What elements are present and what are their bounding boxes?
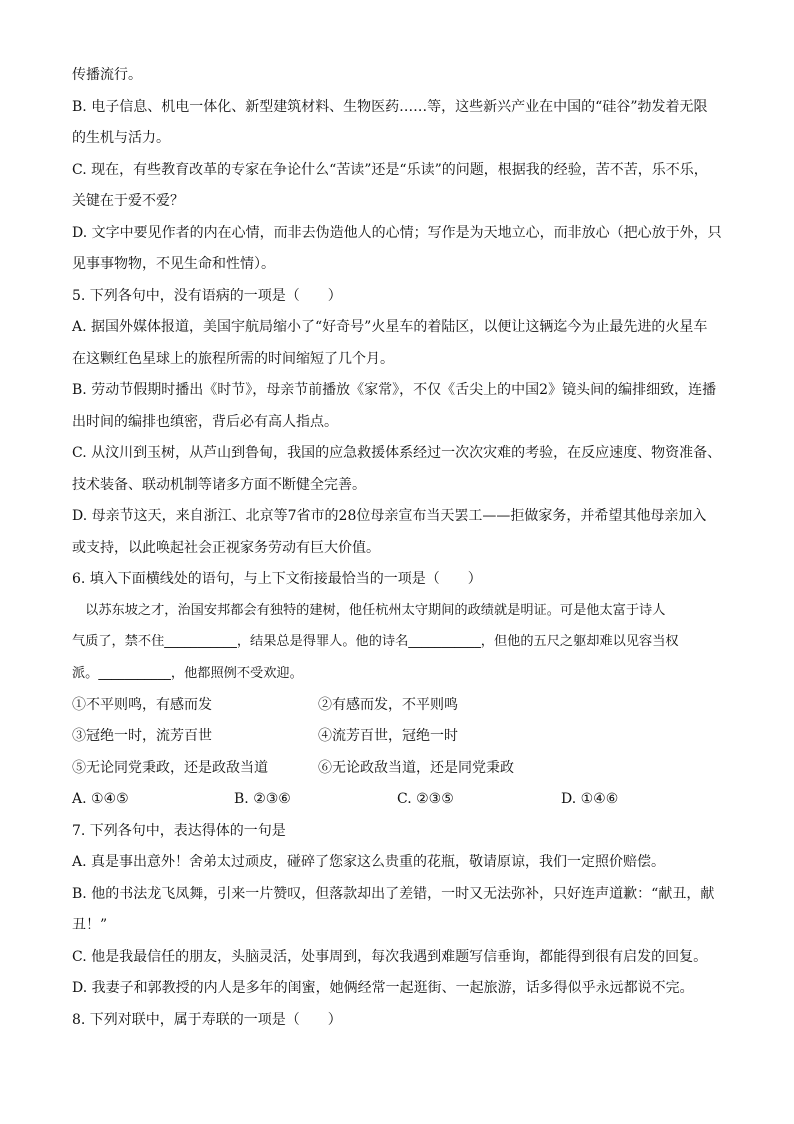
- q4-option-c-line2: 关键在于爱不爱？: [72, 193, 184, 209]
- q5-option-c-line2: 技术装备、联动机制等诸多方面不断健全完善。: [72, 477, 366, 493]
- q7-option-a: A. 真是事出意外！舍弟太过顽皮，碰碎了您家这么贵重的花瓶，敬请原谅，我们一定照价赔偿。: [72, 854, 666, 870]
- q5-option-c-line1: C. 从汶川到玉树，从芦山到鲁甸，我国的应急救援体系经过一次次灾难的考验，在反应速度、物资准备、: [72, 445, 722, 461]
- q6-passage-line2: 气质了，禁不住___________，结果总是得罪人。他的诗名___________，但他的五尺之躯却难以见容当权: [72, 634, 679, 649]
- q5-option-a-line1: A. 据国外媒体报道，美国宇航局缩小了“好奇号”火星车的着陆区，以便让这辆迄今为止最先进的火星车: [72, 319, 708, 335]
- q7-stem: 7. 下列各句中，表达得体的一句是: [72, 823, 286, 839]
- q5-option-a-line2: 在这颗红色星球上的旅程所需的时间缩短了几个月。: [72, 351, 394, 367]
- q6-choice-c: C. ②③⑤: [397, 791, 454, 807]
- q6-choice-a: A. ①④⑤: [72, 791, 129, 807]
- q5-option-d-line2: 或支持，以此唤起社会正视家务劳动有巨大价值。: [72, 540, 380, 556]
- q6-phrase-3: ③冠绝一时，流芳百世: [72, 728, 212, 744]
- q6-passage-line3: 派。___________，他都照例不受欢迎。: [72, 666, 303, 681]
- q6-choice-b: B. ②③⑥: [234, 791, 291, 807]
- q4-option-c-line1: C. 现在，有些教育改革的专家在争论什么“苦读”还是“乐读”的问题，根据我的经验，苦不苦，乐不乐，: [72, 162, 708, 178]
- q6-phrase-6: ⑥无论政敌当道，还是同党秉政: [318, 760, 514, 776]
- q6-choice-d: D. ①④⑥: [561, 791, 619, 807]
- q5-option-b-line1: B. 劳动节假期时播出《时节》，母亲节前播放《家常》，不仅《舌尖上的中国2》镜头间的编排细致，连播: [72, 382, 717, 398]
- q4-option-b-line2: 的生机与活力。: [72, 130, 170, 146]
- q4-option-d-line2: 见事事物物，不见生命和性情）。: [72, 256, 275, 272]
- q5-option-d-line1: D. 母亲节这天，来自浙江、北京等7省市的28位母亲宣布当天罢工——拒做家务，并希望其他母亲加入: [72, 508, 707, 524]
- q7-option-d: D. 我妻子和郭教授的内人是多年的闺蜜，她俩经常一起逛街、一起旅游，话多得似乎永远都说不完。: [72, 980, 694, 996]
- q6-stem: 6. 填入下面横线处的语句，与上下文衔接最恰当的一项是（ ）: [72, 571, 482, 587]
- q6-phrase-1: ①不平则鸣，有感而发: [72, 697, 212, 713]
- q7-option-c: C. 他是我最信任的朋友，头脑灵活，处事周到，每次我遇到难题写信垂询，都能得到很有启发的回复。: [72, 949, 708, 965]
- q4-option-b-line1: B. 电子信息、机电一体化、新型建筑材料、生物医药……等，这些新兴产业在中国的“硅谷”勃发着无限: [72, 99, 708, 115]
- q4-option-d-line1: D. 文字中要见作者的内在心情，而非去伪造他人的心情；写作是为天地立心，而非放心（把心放于外，只: [72, 225, 722, 241]
- q6-phrase-4: ④流芳百世，冠绝一时: [318, 728, 458, 744]
- q7-option-b-line2: 丑！”: [72, 917, 108, 933]
- q5-stem: 5. 下列各句中，没有语病的一项是（ ）: [72, 288, 342, 304]
- text-line: 传播流行。: [72, 67, 142, 83]
- q6-phrase-2: ②有感而发，不平则鸣: [318, 697, 458, 713]
- q8-stem: 8. 下列对联中，属于寿联的一项是（ ）: [72, 1012, 342, 1028]
- q6-phrase-5: ⑤无论同党秉政，还是政敌当道: [72, 760, 268, 776]
- q7-option-b-line1: B. 他的书法龙飞凤舞，引来一片赞叹，但落款却出了差错，一时又无法弥补，只好连声道歉：“献丑，献: [72, 886, 715, 902]
- q5-option-b-line2: 出时间的编排也缜密，背后必有高人指点。: [72, 414, 338, 430]
- q6-passage-line1: 以苏东坡之才，治国安邦都会有独特的建树，他任杭州太守期间的政绩就是明证。可是他太富于诗人: [72, 603, 666, 618]
